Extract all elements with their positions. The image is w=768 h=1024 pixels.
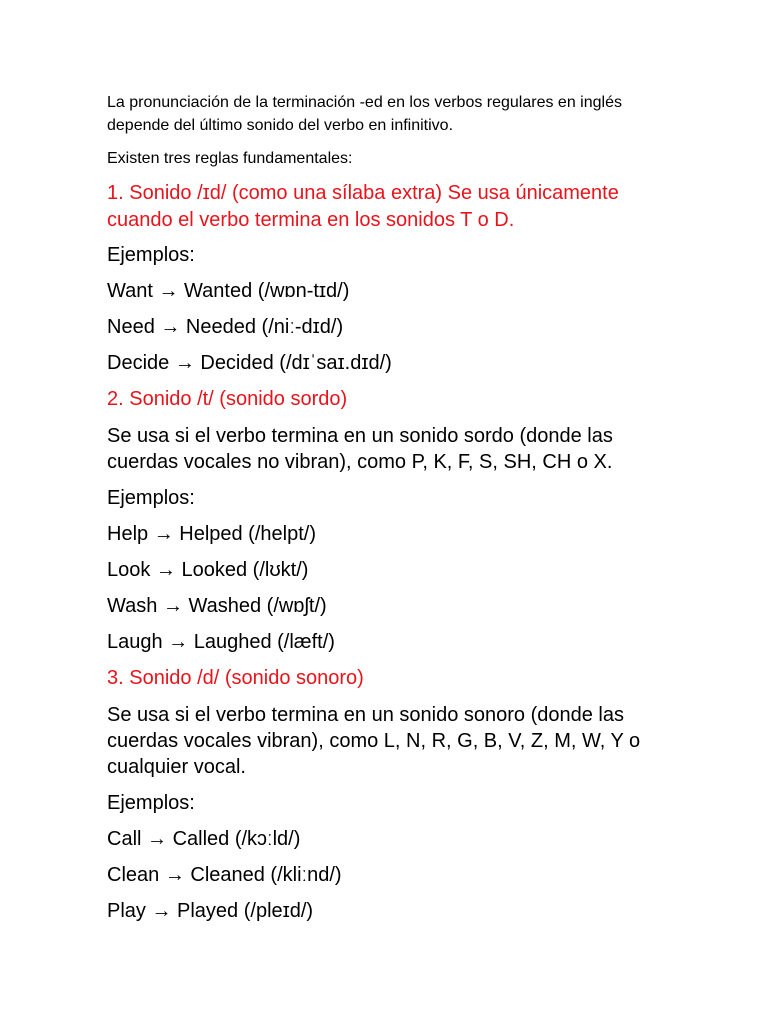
rule-3-heading: 3. Sonido /d/ (sonido sonoro)	[107, 667, 364, 689]
rule-1-example: Want → Wanted (/wɒn-tɪd/)	[107, 280, 350, 302]
rule-1-example: Need → Needed (/niː-dɪd/)	[107, 316, 344, 338]
rule-1-examples-label: Ejemplos:	[107, 244, 195, 266]
rule-2-description: Se usa si el verbo termina en un sonido sordo (donde las cuerdas vocales no vibran), como P, K, F, S, SH, CH o X.	[107, 425, 613, 473]
rules-intro: Existen tres reglas fundamentales:	[107, 150, 353, 167]
rule-2-example: Wash → Washed (/wɒʃt/)	[107, 595, 327, 617]
rule-2-example: Laugh → Laughed (/læft/)	[107, 631, 335, 653]
rule-3-description: Se usa si el verbo termina en un sonido sonoro (donde las cuerdas vocales vibran), como L, N, R, G, B, V, Z, M, W, Y o cualquier vocal.	[107, 704, 641, 778]
rule-1-heading: 1. Sonido /ɪd/ (como una sílaba extra) Se usa únicamente cuando el verbo termina en los sonidos T o D.	[107, 182, 619, 231]
rule-3-example: Clean → Cleaned (/kliːnd/)	[107, 864, 342, 886]
intro-paragraph: La pronunciación de la terminación -ed en los verbos regulares en inglés depende del último sonido del verbo en infinitivo.	[107, 94, 622, 134]
rule-2-heading: 2. Sonido /t/ (sonido sordo)	[107, 388, 348, 410]
rule-2-example: Help → Helped (/helpt/)	[107, 523, 316, 545]
document-page	[107, 91, 667, 934]
rule-3-example: Play → Played (/pleɪd/)	[107, 900, 314, 922]
rule-3-example: Call → Called (/kɔːld/)	[107, 828, 301, 850]
rule-1-example: Decide → Decided (/dɪˈsaɪ.dɪd/)	[107, 352, 392, 374]
rule-2-examples-label: Ejemplos:	[107, 487, 195, 509]
rule-2-example: Look → Looked (/lʊkt/)	[107, 559, 309, 581]
rule-3-examples-label: Ejemplos:	[107, 792, 195, 814]
